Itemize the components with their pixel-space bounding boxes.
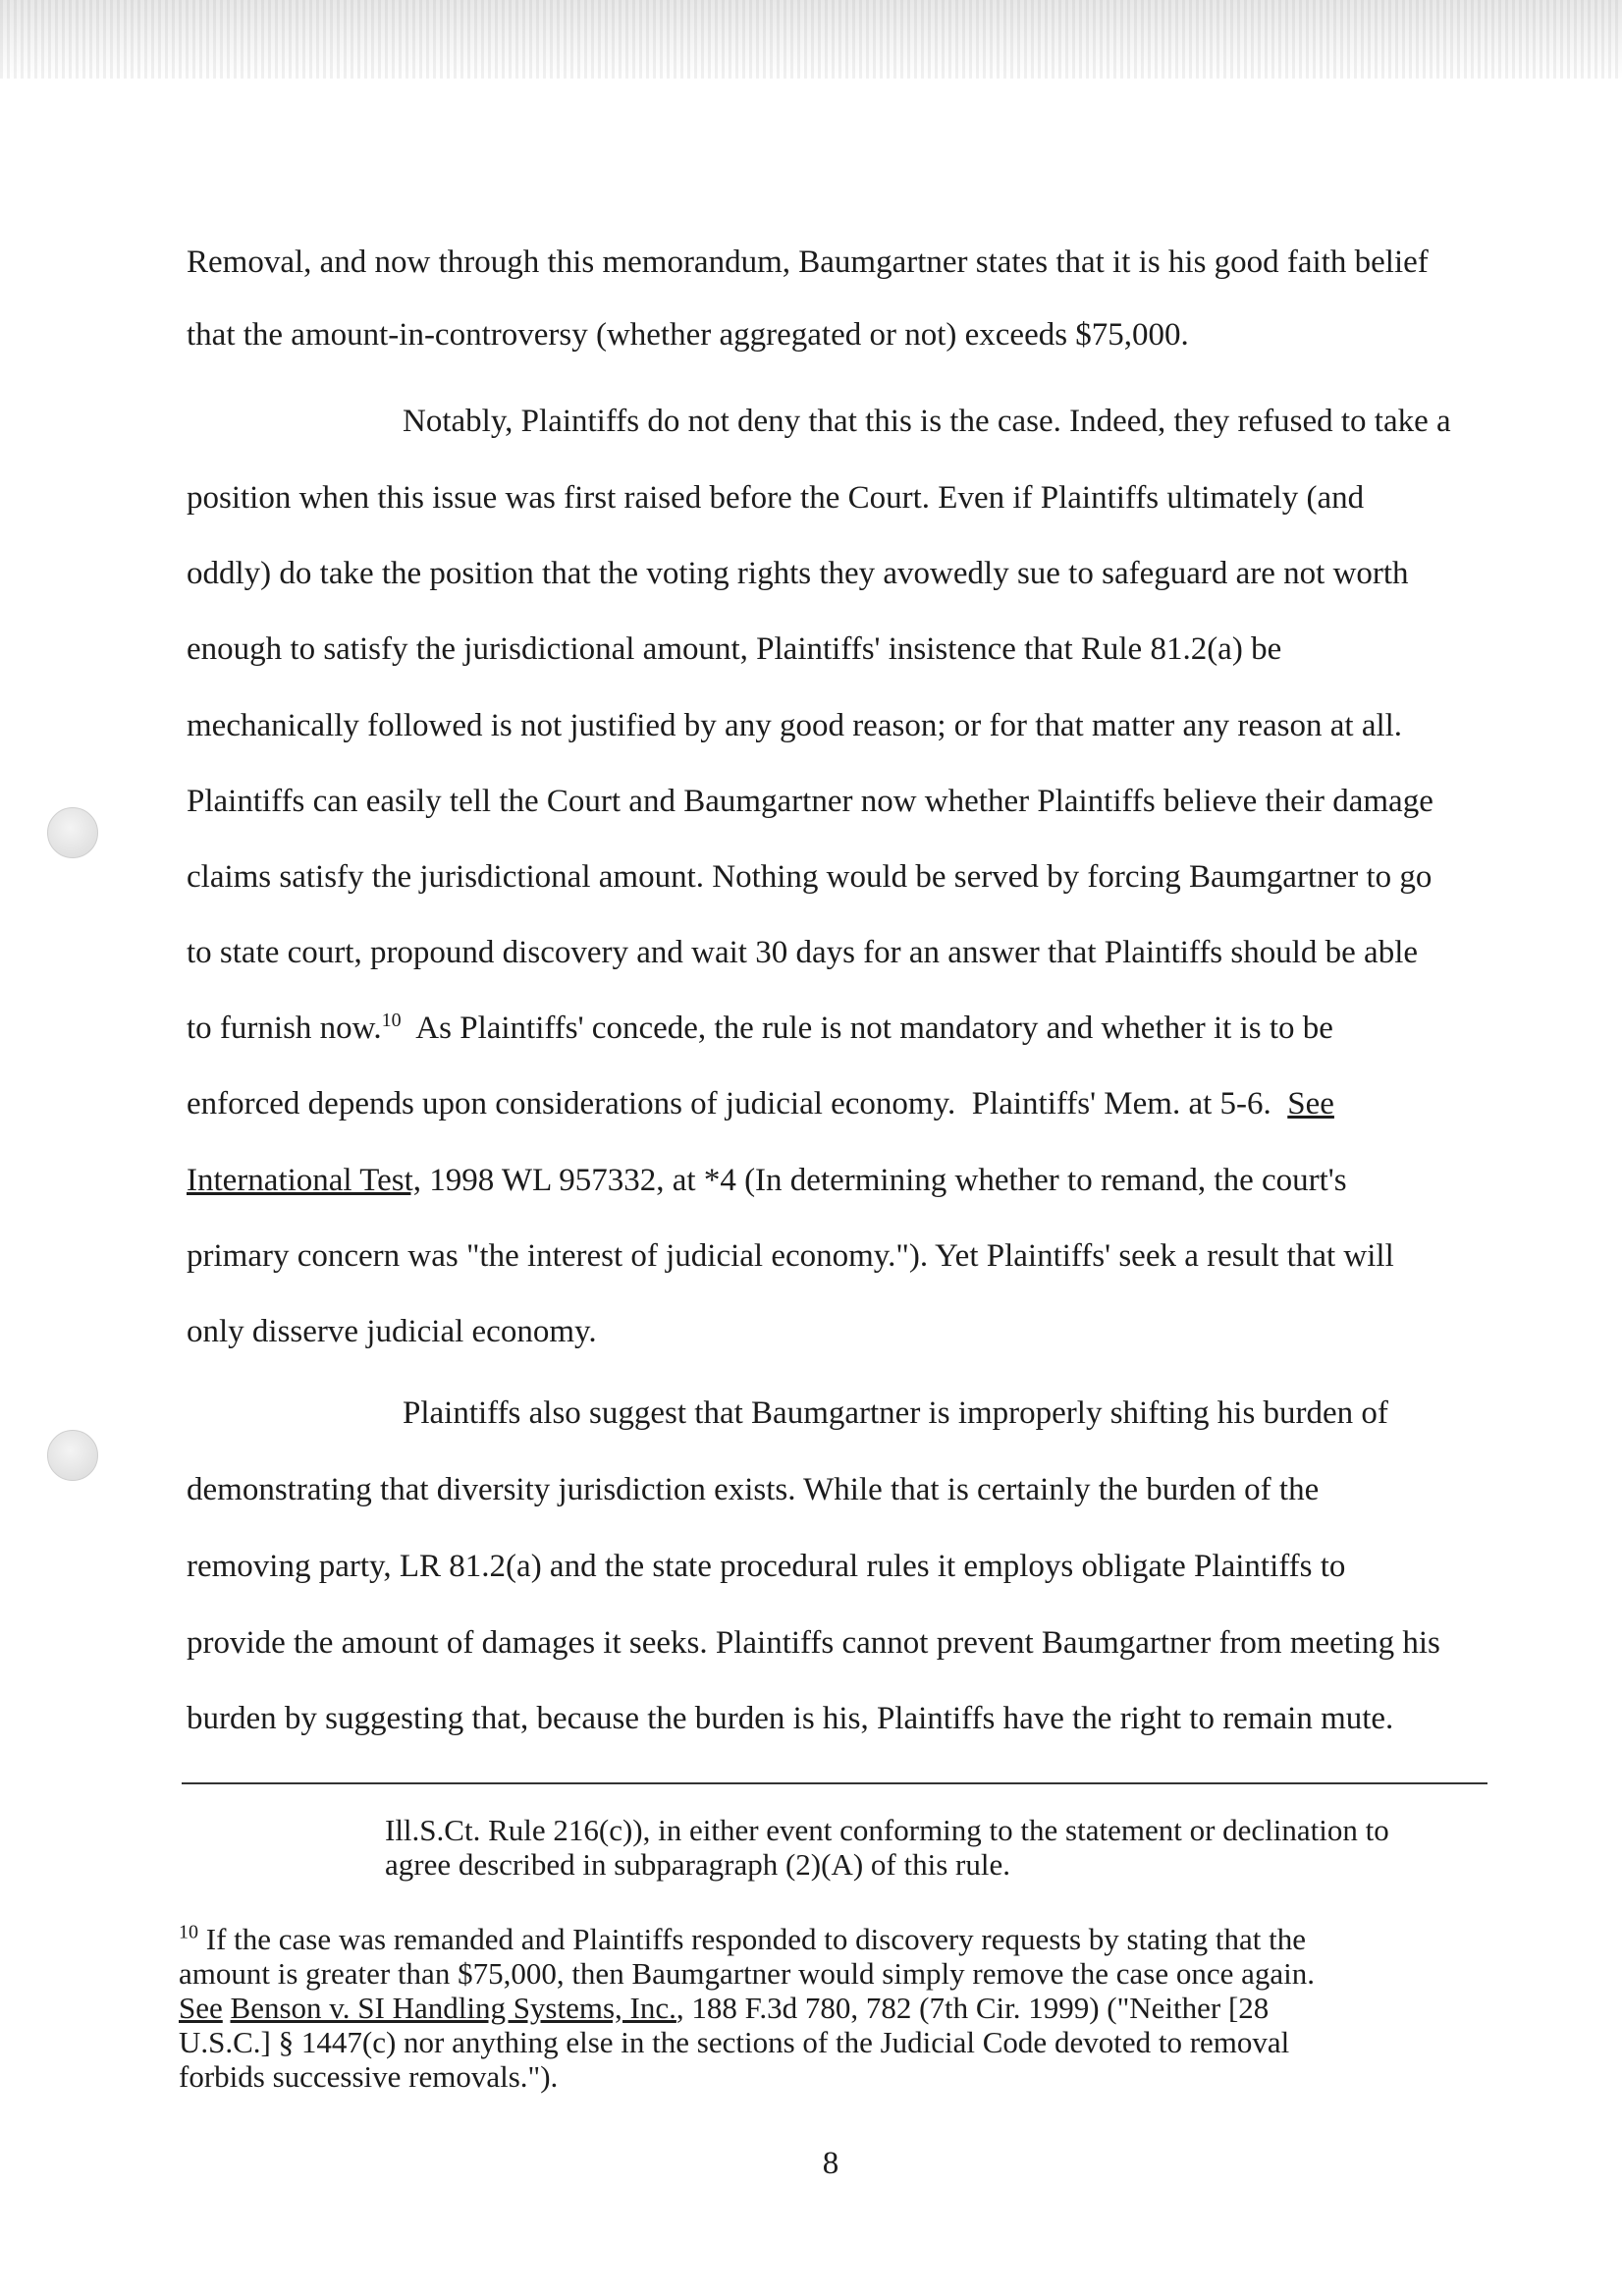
p2-line-10 — [187, 1085, 1334, 1122]
p2-line-8: to state court, propound discovery and wait 30 days for an answer that Plaintiffs should be able — [187, 935, 1419, 970]
p3-line-4: provide the amount of damages it seeks. Plaintiffs cannot prevent Baumgartner from meeting his — [187, 1625, 1440, 1661]
footnote-10-line-2: amount is greater than $75,000, then Baumgartner would simply remove the case once again. — [179, 1956, 1315, 1991]
p2-line-9 — [187, 1010, 1333, 1047]
footnote-continued-line-1: Ill.S.Ct. Rule 216(c)), in either event conforming to the statement or declination to — [385, 1813, 1389, 1847]
footnote-continued-line-2: agree described in subparagraph (2)(A) of this rule. — [385, 1847, 1010, 1882]
p2-line-3: oddly) do take the position that the voting rights they avowedly sue to safeguard are not worth — [187, 556, 1409, 591]
page-number: 8 — [822, 2146, 839, 2181]
footnote-10-line-5: forbids successive removals."). — [179, 2059, 559, 2094]
p2-line-10-start: enforced depends upon considerations of judicial economy. Plaintiffs' Mem. at 5-6. — [187, 1086, 1288, 1121]
p3-line-5: burden by suggesting that, because the burden is his, Plaintiffs have the right to remain mute. — [187, 1701, 1394, 1736]
footnote-separator — [182, 1782, 1487, 1784]
punch-hole-upper — [47, 807, 98, 858]
footnote-10-number: 10 — [179, 1921, 198, 1943]
p2-line-2: position when this issue was first raised before the Court. Even if Plaintiffs ultimately (and — [187, 480, 1365, 516]
footnote-ref-10: 10 — [381, 1010, 402, 1031]
footnote-10-line-1 — [179, 1922, 1306, 1957]
footnote-10-line-3 — [179, 1991, 1269, 2026]
p1-line-2: that the amount-in-controversy (whether aggregated or not) exceeds $75,000. — [187, 317, 1189, 353]
p3-line-3: removing party, LR 81.2(a) and the state procedural rules it employs obligate Plaintiffs to — [187, 1549, 1346, 1584]
p3-line-2: demonstrating that diversity jurisdiction exists. While that is certainly the burden of the — [187, 1472, 1320, 1507]
footnote-see-signal: See — [179, 1991, 223, 2025]
footnote-10-text-3: , 188 F.3d 780, 782 (7th Cir. 1999) ("Neither [28 — [676, 1991, 1270, 2025]
p2-line-5: mechanically followed is not justified by any good reason; or for that matter any reason at all. — [187, 708, 1403, 743]
p2-line-9-start: to furnish now. — [187, 1011, 382, 1046]
scan-artifact-header — [0, 0, 1622, 79]
footnote-10-line-4: U.S.C.] § 1447(c) nor anything else in the sections of the Judicial Code devoted to removal — [179, 2025, 1290, 2059]
p2-line-9-end: As Plaintiffs' concede, the rule is not mandatory and whether it is to be — [401, 1011, 1333, 1046]
p2-line-1: Notably, Plaintiffs do not deny that this is the case. Indeed, they refused to take a — [403, 404, 1451, 439]
p1-line-1: Removal, and now through this memorandum, Baumgartner states that it is his good faith belief — [187, 245, 1429, 280]
p2-line-11-rest: 1998 WL 957332, at *4 (In determining whether to remand, the court's — [421, 1163, 1347, 1198]
p2-line-12: primary concern was "the interest of judicial economy."). Yet Plaintiffs' seek a result that will — [187, 1238, 1394, 1274]
footnote-10-text-1: If the case was remanded and Plaintiffs responded to discovery requests by stating that the — [198, 1922, 1307, 1956]
p3-line-1: Plaintiffs also suggest that Baumgartner is improperly shifting his burden of — [403, 1395, 1388, 1431]
p2-line-13: only disserve judicial economy. — [187, 1314, 597, 1349]
case-citation-international-test: International Test, — [187, 1163, 422, 1198]
p2-line-11 — [187, 1162, 1347, 1199]
p2-line-7: claims satisfy the jurisdictional amount. Nothing would be served by forcing Baumgartner to go — [187, 859, 1433, 895]
p2-line-6: Plaintiffs can easily tell the Court and Baumgartner now whether Plaintiffs believe their damage — [187, 784, 1433, 819]
punch-hole-lower — [47, 1430, 98, 1481]
see-signal: See — [1287, 1086, 1334, 1121]
p2-line-4: enough to satisfy the jurisdictional amount, Plaintiffs' insistence that Rule 81.2(a) be — [187, 631, 1282, 667]
case-citation-benson: Benson v. SI Handling Systems, Inc. — [230, 1991, 676, 2025]
